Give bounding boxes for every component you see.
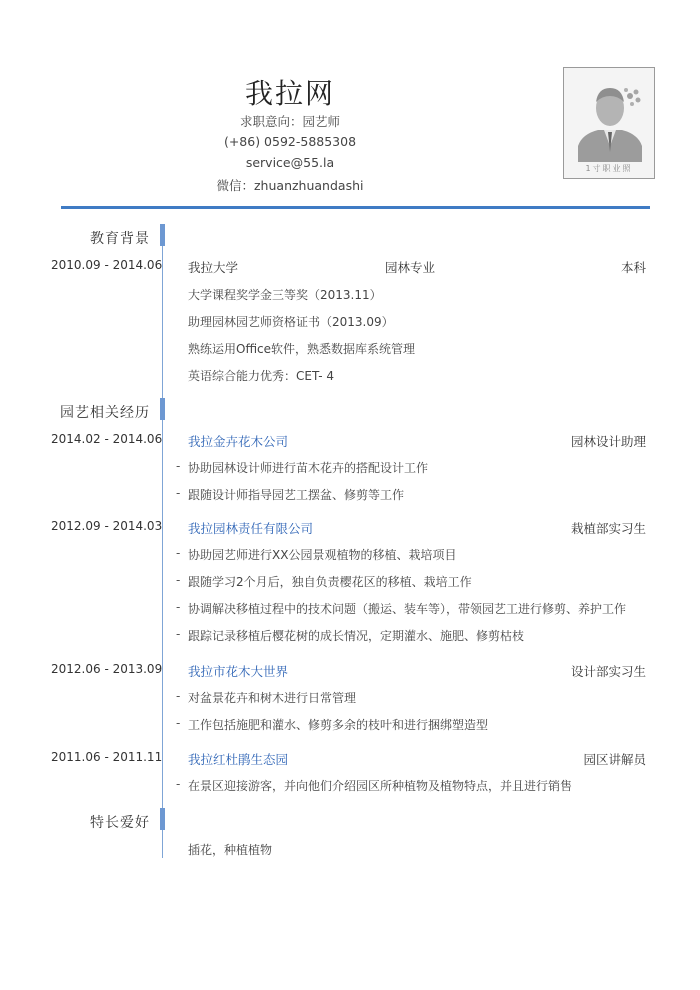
job-item: 协调解决移植过程中的技术问题（搬运、装车等），带领园艺工进行修剪、养护工作: [188, 602, 627, 616]
education-school: 我拉大学: [188, 260, 239, 275]
job-date: 2012.06 - 2013.09: [51, 662, 163, 676]
job-company: 我拉园林责任有限公司: [188, 521, 314, 536]
job-item: 跟随设计师指导园艺工摆盆、修剪等工作: [188, 488, 405, 502]
education-major: 园林专业: [385, 260, 436, 275]
bullet-dash: -: [176, 627, 181, 641]
wechat-id: 微信：zhuanzhuandashi: [216, 178, 364, 193]
job-role: 栽植部实习生: [570, 521, 646, 536]
job-item: 跟踪记录移植后樱花树的成长情况，定期灌水、施肥、修剪枯枝: [188, 629, 525, 643]
education-date: 2010.09 - 2014.06: [51, 258, 163, 272]
job-date: 2012.09 - 2014.03: [51, 519, 163, 533]
job-item: 在景区迎接游客，并向他们介绍园区所种植物及植物特点，并且进行销售: [188, 779, 573, 793]
job-role: 园林设计助理: [570, 434, 646, 449]
header-divider: [61, 206, 650, 209]
job-company: 我拉市花木大世界: [188, 664, 289, 679]
education-item: 英语综合能力优秀：CET- 4: [188, 369, 334, 383]
job-item: 工作包括施肥和灌水、修剪多余的枝叶和进行捆绑塑造型: [188, 718, 489, 732]
profile-photo: [563, 67, 655, 179]
job-item: 对盆景花卉和树木进行日常管理: [188, 691, 357, 705]
person-silhouette-icon: [568, 72, 652, 162]
job-objective: 求职意向：园艺师: [239, 114, 340, 129]
job-role: 园区讲解员: [583, 752, 646, 767]
section-marker: [160, 224, 165, 246]
bullet-dash: -: [176, 689, 181, 703]
bullet-dash: -: [176, 459, 181, 473]
education-item: 助理园林园艺师资格证书（2013.09）: [188, 315, 394, 329]
job-date: 2014.02 - 2014.06: [51, 432, 163, 446]
job-role: 设计部实习生: [570, 664, 646, 679]
hobbies-text: 插花，种植植物: [188, 843, 273, 857]
bullet-dash: -: [176, 716, 181, 730]
job-date: 2011.06 - 2011.11: [51, 750, 163, 764]
job-item: 协助园艺师进行XX公园景观植物的移植、栽培项目: [188, 548, 457, 562]
section-marker: [160, 808, 165, 830]
education-item: 熟练运用Office软件，熟悉数据库系统管理: [188, 342, 416, 356]
bullet-dash: -: [176, 600, 181, 614]
resume-header: [0, 0, 700, 210]
education-item: 大学课程奖学金三等奖（2013.11）: [188, 288, 382, 302]
bullet-dash: -: [176, 777, 181, 791]
section-title-experience: 园艺相关经历: [60, 405, 150, 421]
email-address: service@55.la: [245, 155, 335, 170]
photo-caption: 1寸职业照: [585, 164, 633, 173]
job-item: 协助园林设计师进行苗木花卉的搭配设计工作: [188, 461, 429, 475]
bullet-dash: -: [176, 573, 181, 587]
bullet-dash: -: [176, 486, 181, 500]
bullet-dash: -: [176, 546, 181, 560]
candidate-name: 我拉网: [244, 77, 335, 110]
phone-number: (+86) 0592-5885308: [223, 134, 357, 149]
section-marker: [160, 398, 165, 420]
section-title-hobbies: 特长爱好: [90, 815, 150, 831]
job-item: 跟随学习2个月后，独自负责樱花区的移植、栽培工作: [188, 575, 472, 589]
education-degree: 本科: [620, 260, 646, 275]
job-company: 我拉金卉花木公司: [188, 434, 289, 449]
job-company: 我拉红杜鹃生态园: [188, 752, 289, 767]
section-title-education: 教育背景: [90, 231, 150, 247]
